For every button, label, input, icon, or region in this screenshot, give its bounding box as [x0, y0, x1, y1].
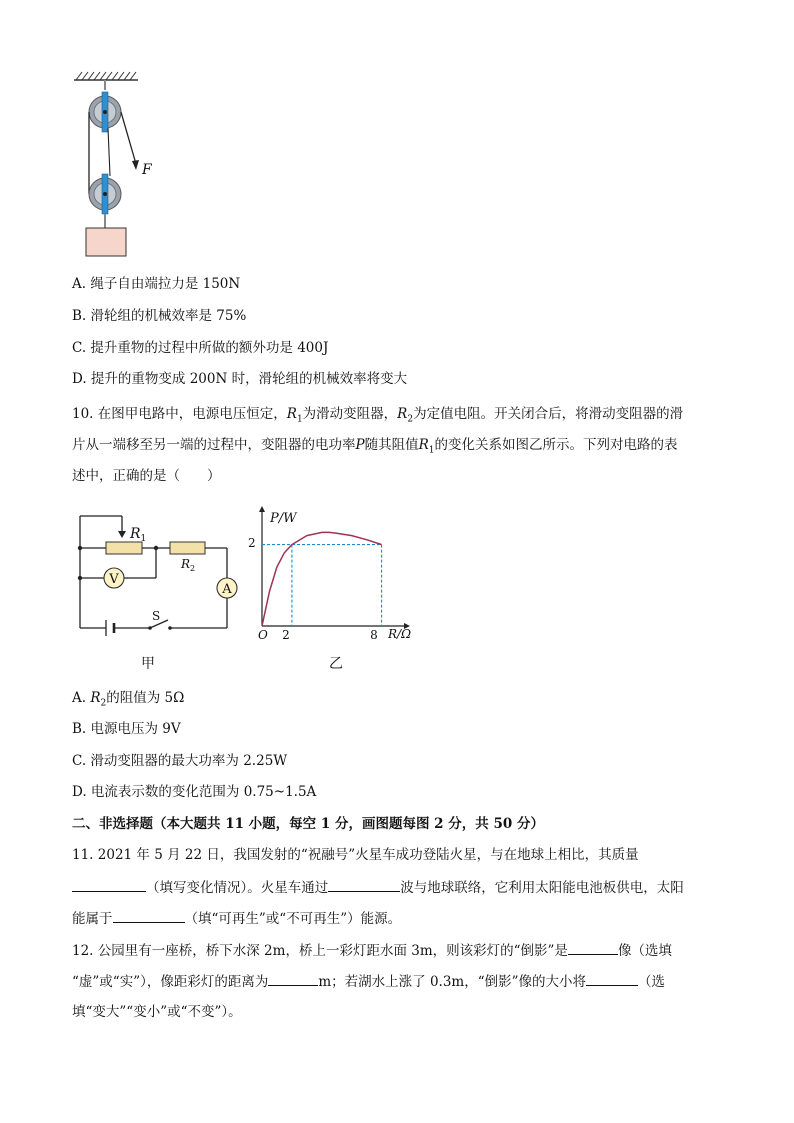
answer-blank[interactable] [568, 940, 618, 955]
power-resistance-graph [244, 504, 424, 674]
y-tick-label-2: 2 [248, 536, 256, 550]
q10-option-a: A. $R_2$的阻值为 5Ω [72, 690, 185, 709]
q11-line-1: 11. 2021 年 5 月 22 日，我国发射的“祝融号”火星车成功登陆火星，与在地球上相比，其质量 [72, 847, 639, 863]
origin-label: O [258, 628, 268, 642]
switch-label: S [152, 609, 161, 623]
q10-stem-line-3: 述中，正确的是（ ） [72, 468, 221, 484]
answer-blank[interactable] [268, 971, 318, 986]
q10-stem-line-2: 片从一端移至另一端的过程中，变阻器的电功率P随其阻值$R_1$的变化关系如图乙所示。下列对电路的表 [72, 437, 678, 456]
y-axis-label: P/W [270, 511, 297, 526]
q10-option-b: B. 电源电压为 9V [72, 721, 181, 737]
pulley-figure [70, 66, 170, 258]
r2-label: $R_2$ [181, 557, 196, 573]
x-tick-label-2: 2 [282, 628, 290, 642]
q11-line-3: 能属于 （填“可再生”或“不可再生”）能源。 [72, 908, 401, 929]
power-curve [262, 532, 382, 626]
q12-line-2: “虚”或“实”），像距彩灯的距离为 m；若湖水上涨了 0.3m，“倒影”像的大小将 （选 [72, 971, 665, 992]
graph-caption: 乙 [329, 656, 343, 672]
q10-stem-line-1: 10. 在图甲电路中，电源电压恒定，$R_1$为滑动变阻器，$R_2$为定值电阻。开关闭合后，将滑动变阻器的滑 [72, 406, 684, 425]
answer-blank[interactable] [328, 877, 400, 892]
voltmeter-label: V [109, 572, 119, 587]
q11-line-2: （填写变化情况）。火星车通过 波与地球联络，它利用太阳能电池板供电，太阳 [72, 877, 684, 898]
y-axis-arrow [259, 506, 265, 512]
q10-option-d: D. 电流表示数的变化范围为 0.75~1.5A [72, 784, 317, 800]
circuit-figure [70, 508, 250, 674]
q9-option-b: B. 滑轮组的机械效率是 75% [72, 308, 247, 324]
ammeter-label: A [222, 582, 232, 597]
q10-option-c: C. 滑动变阻器的最大功率为 2.25W [72, 753, 288, 769]
answer-blank[interactable] [586, 971, 638, 986]
q9-option-c: C. 提升重物的过程中所做的额外功是 400J [72, 340, 329, 356]
answer-blank[interactable] [72, 877, 146, 892]
x-tick-label-8: 8 [370, 628, 378, 642]
q9-option-d: D. 提升的重物变成 200N 时，滑轮组的机械效率将变大 [72, 371, 408, 387]
circuit-caption: 甲 [141, 656, 155, 672]
x-axis-label: R/Ω [388, 627, 412, 641]
q9-option-a: A. 绳子自由端拉力是 150N [72, 276, 241, 292]
answer-blank[interactable] [113, 908, 185, 923]
r1-label: $R_1$ [130, 526, 147, 544]
q12-line-3: 填“变大”“变小”或“不变”）。 [72, 1004, 242, 1020]
section-2-heading: 二、非选择题（本大题共 11 小题，每空 1 分，画图题每图 2 分，共 50 分） [72, 816, 544, 832]
q12-line-1: 12. 公园里有一座桥，桥下水深 2m，桥上一彩灯距水面 3m，则该彩灯的“倒影”是 像（选填 [72, 940, 672, 961]
force-label: F [142, 162, 152, 178]
